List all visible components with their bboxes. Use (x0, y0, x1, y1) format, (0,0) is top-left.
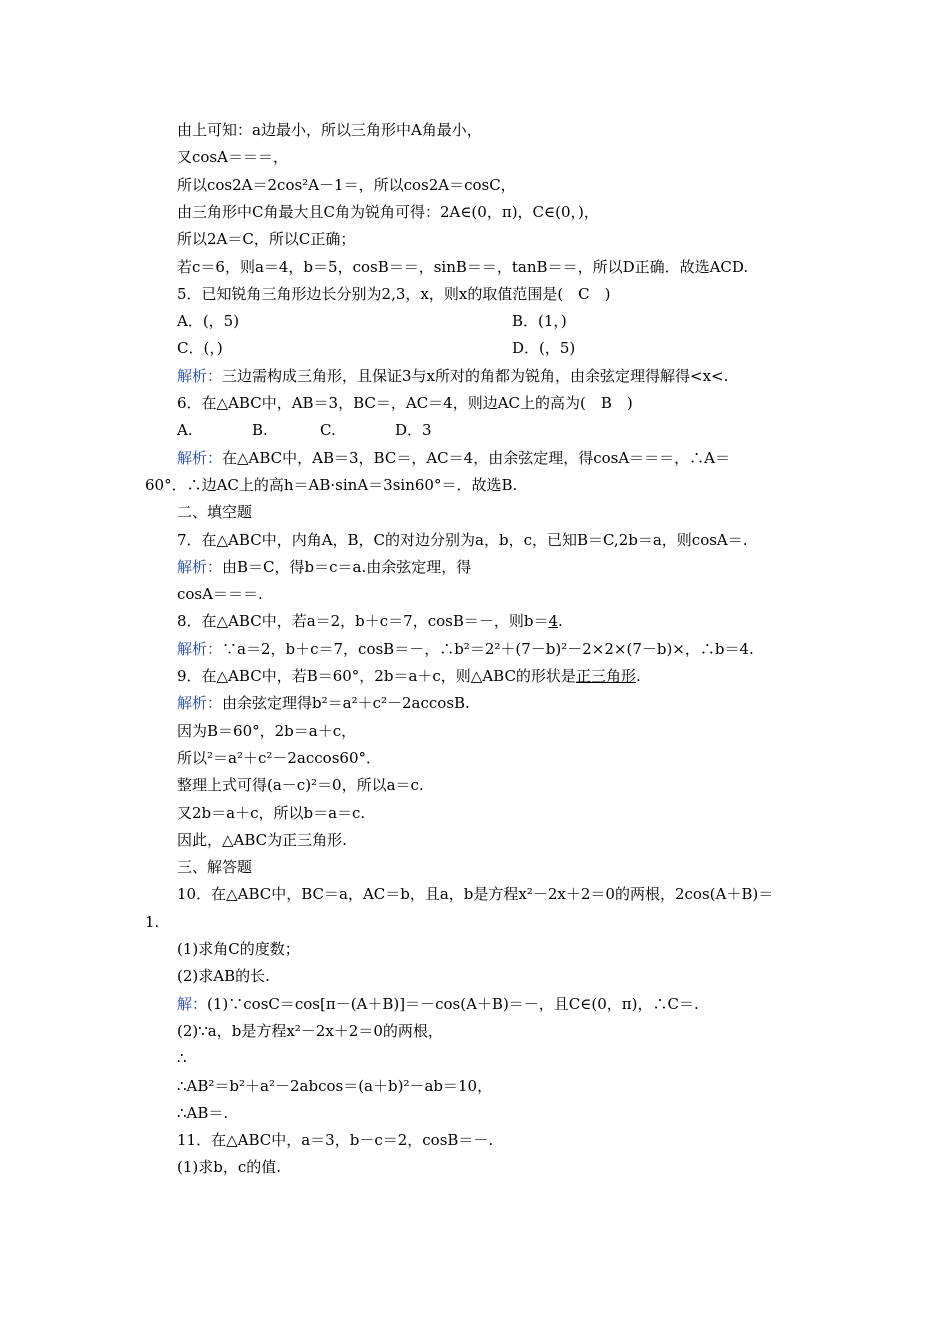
text-line (177, 1048, 187, 1068)
line-text: 7．在△ABC中，内角A，B，C的对边分别为a，b，c，已知B＝C,2b＝a，则cosA＝. (177, 531, 748, 549)
line-text: 1. (145, 913, 160, 931)
option-item: B. (252, 421, 268, 439)
text-line (177, 611, 563, 631)
text-line (177, 366, 728, 386)
text-line (145, 475, 517, 495)
line-text: 整理上式可得(a－c)²＝0，所以a＝c. (177, 776, 424, 794)
answer-underline: 4 (548, 612, 559, 630)
text-line (177, 175, 516, 195)
text-line (177, 448, 730, 468)
line-text: 8．在△ABC中，若a＝2，b＋c＝7，cosB＝－，则b＝ (177, 612, 549, 630)
line-text: 由余弦定理得b²＝a²＋c²－2accosB. (222, 694, 470, 712)
text-line (177, 994, 699, 1014)
line-text: (1)求角C的度数； (177, 940, 300, 958)
text-line (177, 775, 424, 795)
solution-label: 解析： (177, 640, 223, 658)
line-text: 5．已知锐角三角形边长分别为2,3，x，则x的取值范围是( C ) (177, 285, 611, 303)
line-text: 在△ABC中，AB＝3，BC＝，AC＝4，由余弦定理，得cosA＝＝＝，∴A＝ (222, 449, 730, 467)
text-line (177, 748, 381, 768)
text-line (177, 966, 270, 986)
line-text: ∴AB²＝b²＋a²－2abcos＝(a＋b)²－ab＝10， (177, 1077, 493, 1095)
line-text: 10．在△ABC中，BC＝a，AC＝b，且a，b是方程x²－2x＋2＝0的两根，2cos(A＋B)＝ (177, 885, 774, 903)
line-text: 因为B＝60°，2b＝a＋c， (177, 722, 357, 740)
line-tail: . (635, 667, 641, 685)
line-text: ∵a＝2，b＋c＝7，cosB＝－，∴b²＝2²＋(7－b)²－2×2×(7－b)×，∴b＝4. (222, 640, 754, 658)
text-line (177, 939, 300, 959)
text-line (177, 120, 482, 140)
text-line (177, 1130, 493, 1150)
answer-underline: 正三角形 (575, 667, 636, 685)
line-text: 6．在△ABC中，AB＝3，BC＝，AC＝4，则边AC上的高为( B ) (177, 394, 633, 412)
line-text: 所以²＝a²＋c²－2accos60°． (177, 749, 381, 767)
text-line (177, 830, 347, 850)
line-text: 由上可知：a边最小，所以三角形中A角最小， (177, 121, 482, 139)
text-line (145, 912, 159, 932)
text-line (177, 1103, 228, 1123)
text-line (177, 530, 748, 550)
text-line (177, 502, 252, 522)
line-text: 又2b＝a＋c，所以b＝a＝c. (177, 804, 366, 822)
text-line (177, 229, 355, 249)
text-line (177, 1157, 281, 1177)
line-text: ∴AB＝. (177, 1104, 229, 1122)
line-text: 11．在△ABC中，a＝3，b－c＝2，cosB＝－. (177, 1131, 494, 1149)
option-left: C．(，) (177, 339, 223, 357)
solution-label: 解析： (177, 694, 223, 712)
solution-label: 解析： (177, 367, 223, 385)
line-text: (1)求b，c的值. (177, 1158, 282, 1176)
line-text: 若c＝6，则a＝4，b＝5，cosB＝＝，sinB＝＝，tanB＝＝，所以D正确．故选ACD. (177, 258, 749, 276)
line-text: 二、填空题 (177, 503, 253, 521)
option-item: D．3 (395, 421, 432, 439)
line-tail: . (558, 612, 563, 630)
solution-label: 解： (177, 995, 208, 1013)
text-line (177, 557, 471, 577)
text-line (177, 584, 263, 604)
line-text: 60°．∴边AC上的高h＝AB·sinA＝3sin60°＝．故选B. (145, 476, 518, 494)
line-text: 所以cos2A＝2cos²A－1＝，所以cos2A＝cosC， (177, 176, 516, 194)
line-text: 三、解答题 (177, 858, 253, 876)
text-line (177, 1021, 443, 1041)
line-text: (1)∵cosC＝cos[π－(A＋B)]＝－cos(A＋B)＝－，且C∈(0，π)，∴C＝. (207, 995, 699, 1013)
line-text: (2)∵a，b是方程x²－2x＋2＝0的两根， (177, 1022, 443, 1040)
line-text: (2)求AB的长. (177, 967, 270, 985)
line-text: 又cosA＝＝＝， (177, 148, 288, 166)
option-right: D．(，5) (512, 339, 576, 357)
solution-label: 解析： (177, 558, 223, 576)
option-right: B．(1，) (512, 312, 567, 330)
text-line (177, 884, 773, 904)
text-line (177, 693, 470, 713)
text-line (177, 803, 365, 823)
line-text: 所以2A＝C，所以C正确； (177, 230, 356, 248)
line-text: 由B＝C，得b＝c＝a.由余弦定理，得 (222, 558, 472, 576)
option-item: C. (320, 421, 336, 439)
line-text: cosA＝＝＝. (177, 585, 263, 603)
line-text: 9．在△ABC中，若B＝60°，2b＝a＋c，则△ABC的形状是 (177, 667, 576, 685)
text-line (177, 284, 611, 304)
option-item: A. (177, 421, 193, 439)
text-line (177, 393, 633, 413)
text-line (177, 666, 641, 686)
text-line (177, 202, 599, 222)
option-left: A．(，5) (177, 312, 240, 330)
line-text: 由三角形中C角最大且C角为锐角可得：2A∈(0，π)，C∈(0，)， (177, 203, 599, 221)
line-text: 三边需构成三角形，且保证3与x所对的角都为锐角，由余弦定理得解得<x<. (222, 367, 729, 385)
text-line (177, 147, 288, 167)
text-line (177, 857, 252, 877)
text-line (177, 639, 754, 659)
text-line (177, 1076, 492, 1096)
solution-label: 解析： (177, 449, 223, 467)
line-text: 因此，△ABC为正三角形. (177, 831, 347, 849)
line-text: ∴ (177, 1049, 187, 1067)
text-line (177, 257, 748, 277)
text-line (177, 721, 356, 741)
